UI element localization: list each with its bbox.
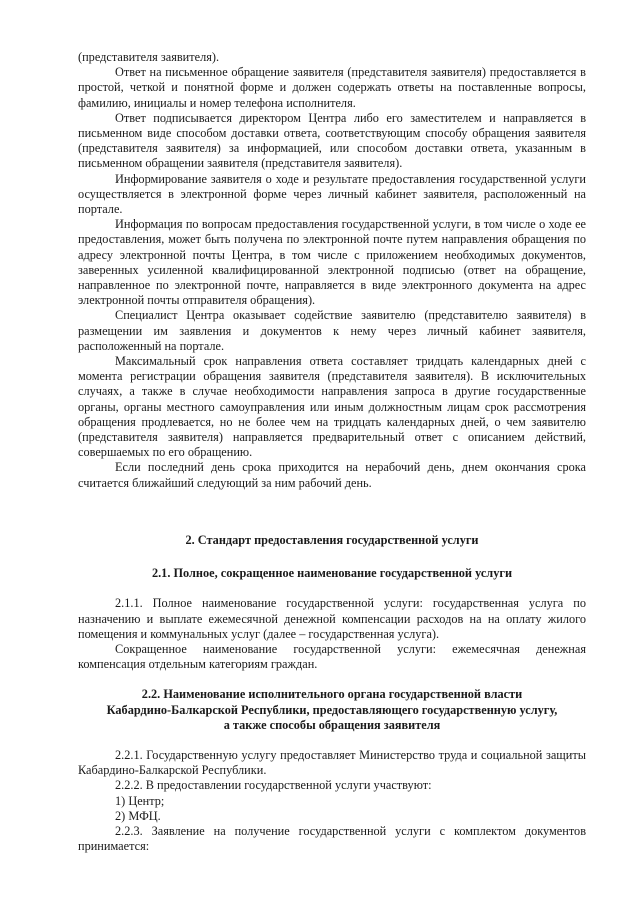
paragraph-participants: 2.2.2. В предоставлении государственной услуги участвуют: [115,778,432,793]
paragraph-written-reply: Ответ на письменное обращение заявителя (представителя заявителя) предоставляется в простой, четкой и понятной форме и должен содержать ответы на поставленные вопросы, фамилию, инициалы и номер телефона исполнителя. [78,65,586,110]
paragraph-continuation: (представителя заявителя). [78,50,220,64]
paragraph-short-name: Сокращенное наименование государственной услуги: ежемесячная денежная компенсация отдельным категориям граждан. [78,641,586,672]
subsection-2-heading-line: 2.2. Наименование исполнительного органа государственной власти [141,687,523,702]
subsection-1-heading: 2.1. Полное, сокращенное наименование государственной услуги [151,566,513,581]
paragraph-progress-informing: Информирование заявителя о ходе и результате предоставления государственной услуги осуществляется в электронной форме через личный кабинет заявителя, расположенный на портале. [78,171,586,217]
paragraph-specialist-assistance: Специалист Центра оказывает содействие заявителю (представителю заявителя) в размещении им заявления и документов к нему через личный кабинет заявителя, расположенный на портале. [78,308,586,353]
paragraph-email-info: Информация по вопросам предоставления государственной услуги, в том числе о ходе ее предоставления, может быть получена по электронной почте путем направления обращения по адресу электронной почты Центра, в том числе с приложением необходимых документов, заверенных усиленной квалифицированной электронной подписью (ответ на обращение, направленное по электронной почте, направляется в виде электронного документа на адрес электронной почты отправителя обращения). [78,217,586,308]
paragraph-provider: 2.2.1. Государственную услугу предоставляет Министерство труда и социальной защиты Кабардино-Балкарской Республики. [78,747,586,778]
list-item-center: 1) Центр; [115,793,165,808]
paragraph-application-acceptance: 2.2.3. Заявление на получение государственной услуги с комплектом документов принимается: [78,823,586,854]
paragraph-non-working-day: Если последний день срока приходится на нерабочий день, днем окончания срока считается ближайший следующий за ним рабочий день. [78,460,586,490]
paragraph-reply-signing: Ответ подписывается директором Центра либо его заместителем и направляется в письменном виде способом доставки ответа, соответствующим способу обращения заявителя (представителя заявителя) за информацией, или способом доставки ответа, указанным в письменном обращении заявителя (представителя заявителя). [78,110,586,171]
document-page [78,50,586,854]
subsection-2-heading-line: а также способы обращения заявителя [223,717,441,732]
paragraph-full-name: 2.1.1. Полное наименование государственной услуги: государственная услуга по назначению и выплате ежемесячной денежной компенсации расходов на на оплату жилого помещения и коммунальных услуг (далее – государственная услуга). [78,596,586,641]
paragraph-max-term: Максимальный срок направления ответа составляет тридцать календарных дней с момента регистрации обращения заявителя (представителя заявителя). В исключительных случаях, а также в случае необходимости направления запроса в другие государственные органы, органы местного самоуправления или иным должностным лицам срок рассмотрения обращения продлевается, но не более чем на тридцать календарных дней, о чем заявителю (представителя заявителя) направляется предварительный ответ с описанием действий, совершаемых по его обращению. [78,354,586,460]
subsection-2-heading-line: Кабардино-Балкарской Республики, предоставляющего государственную услугу, [106,702,558,717]
subsection-2-heading [78,687,586,733]
list-item-mfc: 2) МФЦ. [115,808,161,823]
section-heading: 2. Стандарт предоставления государственной услуги [185,532,479,547]
